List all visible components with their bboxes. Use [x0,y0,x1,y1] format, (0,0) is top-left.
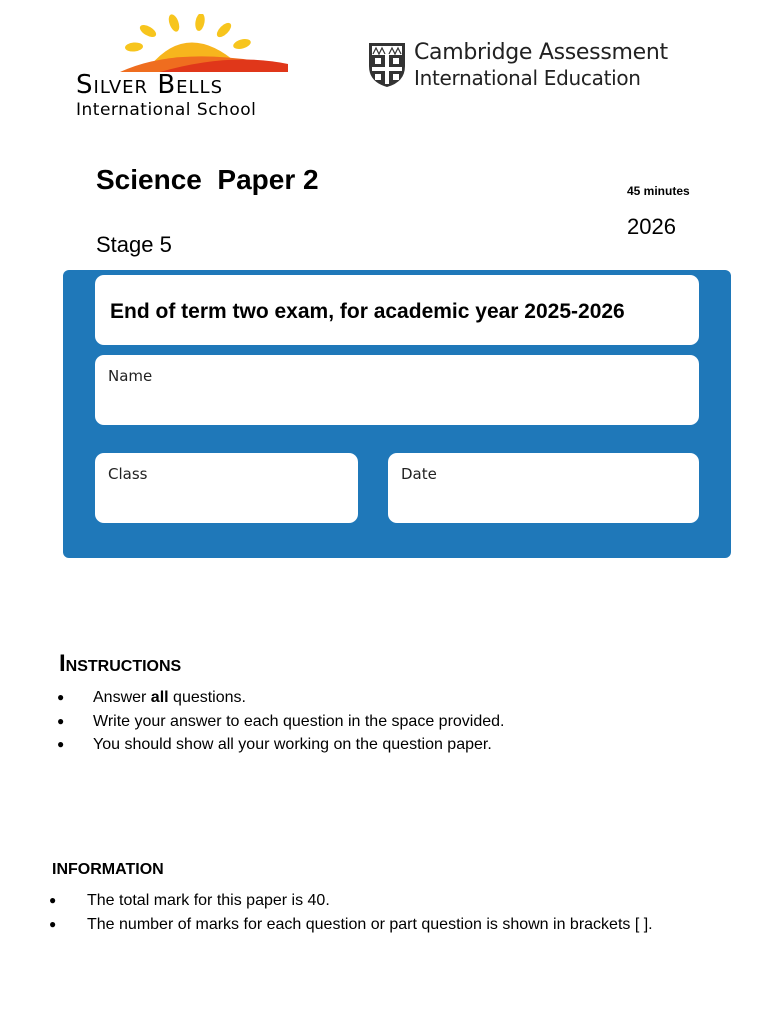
class-label: Class [108,465,148,483]
bullet-icon: ● [57,713,65,728]
list-item: ● Answer all questions. [93,686,505,710]
instructions-heading-rest: NSTRUCTIONS [65,658,182,675]
sun-logo-icon [120,14,290,74]
list-item: ● You should show all your working on the question paper. [93,733,505,757]
cambridge-crest-icon [368,42,406,88]
paper-duration: 45 minutes [627,184,690,198]
instructions-heading [59,650,181,678]
school-logo [70,14,330,120]
date-label: Date [401,465,437,483]
school-name: Silver Bells [76,70,224,100]
bullet-icon: ● [57,737,65,751]
name-field[interactable] [95,355,699,425]
paper-stage: Stage 5 [96,232,172,257]
bullet-icon: ● [49,916,57,931]
instructions-list [57,686,505,757]
list-item: ● The number of marks for each question or part question is shown in brackets [ ]. [87,913,653,937]
board-name: Cambridge Assessment [414,40,668,65]
cambridge-logo [368,40,668,92]
exam-heading-box [95,275,699,345]
information-heading: INFORMATION [52,861,164,878]
information-list [49,889,653,936]
name-label: Name [108,367,153,385]
paper-title: Science Paper 2 [96,164,319,195]
date-field[interactable] [388,453,699,523]
bullet-icon: ● [57,690,65,704]
instructions-heading-initial: I [59,650,66,677]
list-item: ● Write your answer to each question in the space provided. [93,710,505,734]
bullet-icon: ● [49,893,57,907]
list-item: ● The total mark for this paper is 40. [87,889,653,913]
paper-year: 2026 [627,214,676,239]
details-panel [63,270,731,558]
exam-heading: End of term two exam, for academic year 2025-2026 [110,300,625,323]
class-field[interactable] [95,453,358,523]
board-subtitle: International Education [414,66,641,90]
school-subtitle: International School [76,100,257,120]
